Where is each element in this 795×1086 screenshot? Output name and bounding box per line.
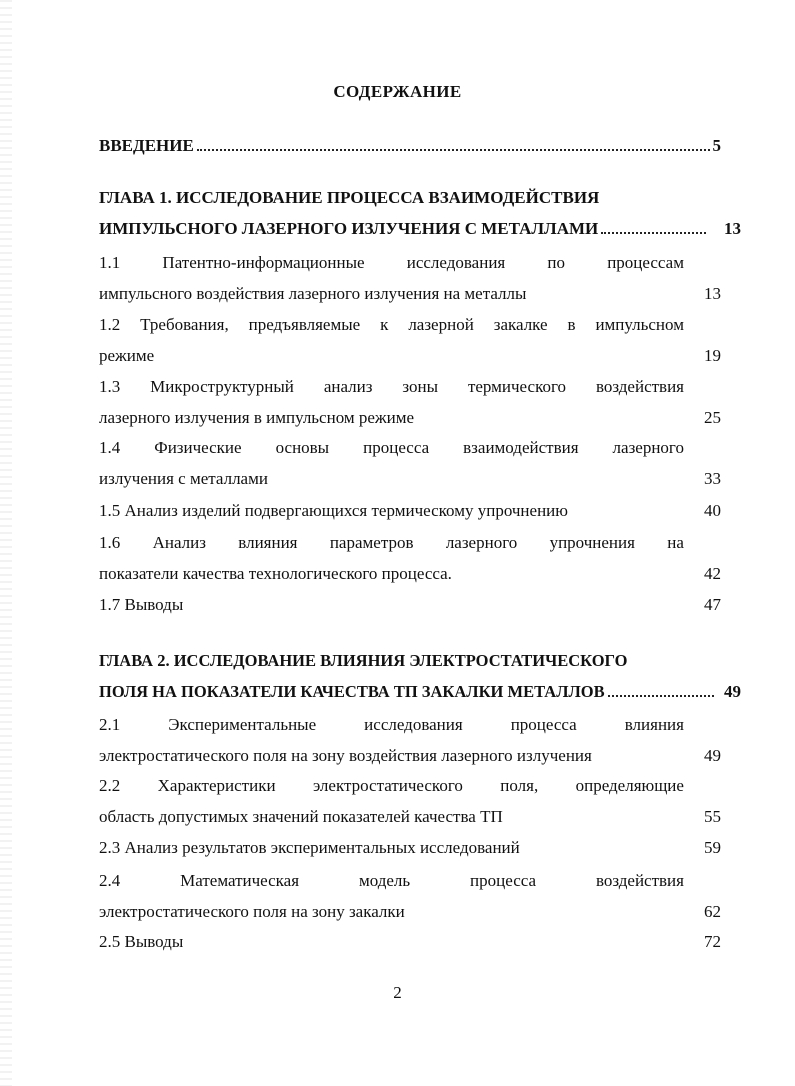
word: основы <box>275 438 330 457</box>
entry-line: режиме <box>99 346 155 365</box>
word: 1.2 <box>99 315 121 334</box>
word: влияния <box>624 715 684 734</box>
entry-line <box>99 253 684 277</box>
entry-line: 1.5 Анализ изделий подвергающихся термическому упрочнению <box>99 501 568 520</box>
entry-line: ГЛАВА 1. ИССЛЕДОВАНИЕ ПРОЦЕССА ВЗАИМОДЕЙСТВИЯ <box>99 188 600 207</box>
entry-line <box>99 315 684 339</box>
page-ref: 13 <box>704 284 721 303</box>
entry-line <box>99 682 717 706</box>
entry-line: область допустимых значений показателей качества ТП <box>99 807 503 826</box>
word: 2.2 <box>99 776 121 795</box>
entry-line: излучения с металлами <box>99 469 268 488</box>
page-ref: 49 <box>724 682 741 701</box>
word: 2.4 <box>99 871 121 890</box>
word: Анализ <box>152 533 206 552</box>
word: процесса <box>363 438 430 457</box>
word: импульсном <box>595 315 684 334</box>
entry-line: ГЛАВА 2. ИССЛЕДОВАНИЕ ВЛИЯНИЯ ЭЛЕКТРОСТАТИЧЕСКОГО <box>99 651 628 670</box>
word: лазерного <box>445 533 518 552</box>
word: 1.4 <box>99 438 121 457</box>
page-ref: 49 <box>704 746 721 765</box>
word: предъявляемые <box>248 315 361 334</box>
word: модель <box>358 871 411 890</box>
entry-line <box>99 715 684 739</box>
page-title: СОДЕРЖАНИЕ <box>333 82 462 101</box>
word: Требования, <box>140 315 229 334</box>
entry-line <box>99 776 684 800</box>
entry-line: 2.5 Выводы <box>99 932 184 951</box>
dot-leader <box>601 231 706 234</box>
word: процесса <box>470 871 537 890</box>
entry-line <box>99 533 684 557</box>
word: к <box>380 315 389 334</box>
word: исследования <box>364 715 463 734</box>
word: на <box>667 533 684 552</box>
entry-line: электростатического поля на зону закалки <box>99 902 405 921</box>
word: анализ <box>323 377 373 396</box>
entry-line: электростатического поля на зону воздействия лазерного излучения <box>99 746 592 765</box>
entry-line <box>99 438 684 462</box>
word: закалке <box>493 315 548 334</box>
word: определяющие <box>575 776 684 795</box>
page-ref: 13 <box>724 219 741 238</box>
word: 1.6 <box>99 533 121 552</box>
entry-line <box>99 219 709 243</box>
page-ref: 72 <box>704 932 721 951</box>
word: лазерного <box>612 438 684 457</box>
word: по <box>547 253 566 272</box>
entry-line: импульсного воздействия лазерного излучения на металлы <box>99 284 527 303</box>
entry-line <box>99 136 721 160</box>
entry-title: ИМПУЛЬСНОГО ЛАЗЕРНОГО ИЗЛУЧЕНИЯ С МЕТАЛЛАМИ <box>99 219 599 238</box>
word: воздействия <box>595 377 684 396</box>
page-ref: 5 <box>712 136 721 155</box>
entry-line: лазерного излучения в импульсном режиме <box>99 408 415 427</box>
dot-leader <box>197 148 710 151</box>
entry-line <box>99 871 684 895</box>
entry-line: 1.7 Выводы <box>99 595 184 614</box>
page-number: 2 <box>393 983 402 1002</box>
entry-line: показатели качества технологического процесса. <box>99 564 452 583</box>
word: взаимодействия <box>463 438 579 457</box>
page-ref: 55 <box>704 807 721 826</box>
word: Экспериментальные <box>168 715 317 734</box>
page-ref: 47 <box>704 595 721 614</box>
word: упрочнения <box>549 533 635 552</box>
word: Характеристики <box>157 776 276 795</box>
word: Физические <box>154 438 242 457</box>
page-ref: 33 <box>704 469 721 488</box>
word: Математическая <box>180 871 300 890</box>
word: параметров <box>329 533 414 552</box>
entry-title: ВВЕДЕНИЕ <box>99 136 194 155</box>
word: зоны <box>402 377 439 396</box>
entry-title: ПОЛЯ НА ПОКАЗАТЕЛИ КАЧЕСТВА ТП ЗАКАЛКИ МЕТАЛЛОВ <box>99 682 605 701</box>
entry-line <box>99 377 684 401</box>
word: 1.3 <box>99 377 121 396</box>
word: исследования <box>406 253 506 272</box>
word: в <box>567 315 576 334</box>
word: электростатического <box>312 776 463 795</box>
word: Патентно-информационные <box>162 253 365 272</box>
page-ref: 59 <box>704 838 721 857</box>
word: процессам <box>607 253 684 272</box>
word: лазерной <box>408 315 474 334</box>
word: процесса <box>510 715 577 734</box>
word: Микроструктурный <box>150 377 294 396</box>
word: 2.1 <box>99 715 121 734</box>
page-ref: 40 <box>704 501 721 520</box>
word: термического <box>467 377 567 396</box>
page-ref: 42 <box>704 564 721 583</box>
dot-leader <box>608 694 714 697</box>
scan-edge <box>0 0 12 1086</box>
word: поля, <box>500 776 539 795</box>
word: 1.1 <box>99 253 121 272</box>
page-ref: 62 <box>704 902 721 921</box>
page-ref: 19 <box>704 346 721 365</box>
page-ref: 25 <box>704 408 721 427</box>
word: воздействия <box>595 871 684 890</box>
word: влияния <box>238 533 298 552</box>
entry-line: 2.3 Анализ результатов экспериментальных исследований <box>99 838 520 857</box>
